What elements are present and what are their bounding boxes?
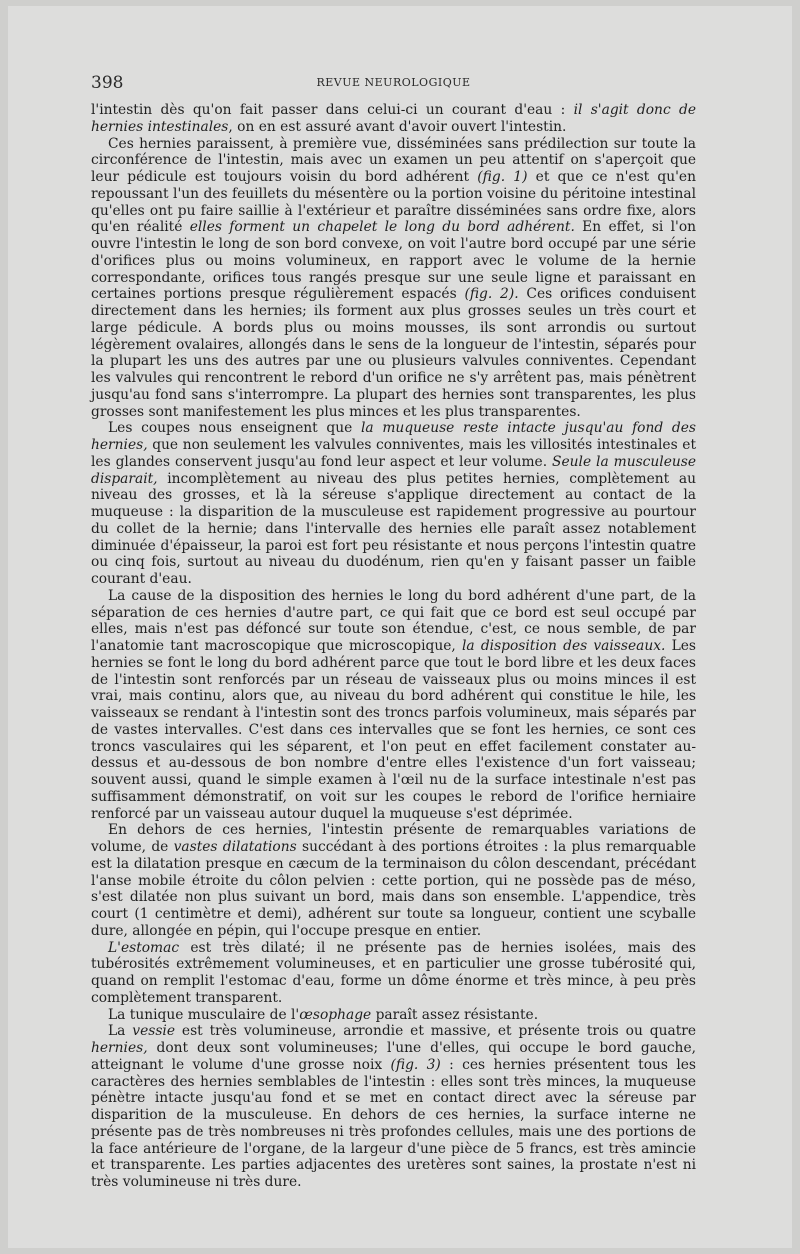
italic-text: L'estomac [108, 939, 180, 956]
text-run: l'intestin dès qu'on fait passer dans celui-ci un courant d'eau : [91, 102, 574, 118]
text-run: La [108, 1023, 133, 1040]
text-run: incomplètement au niveau des plus petites hernies, complètement au niveau des grosses, et là la séreuse s'applique directement au contact de la muqueuse : la disparition de la musculeuse est rapidement progressive au pourtour du collet de la hernie; dans l'intervalle des hernies elle paraît assez notablement diminuée d'épaisseur, la paroi est fort peu résistante et nous perçons l'intestin quatre ou cinq fois, surtout au niveau du duodénum, rien qu'en y faisant passer un faible courant d'eau. [91, 470, 696, 587]
text-run: La cause de la disposition des hernies le long du bord adhérent d'une part, de la séparation de ces hernies d'autre part, ce qui fait que ce bord est seul occupé par elles, mais n'est pas défoncé sur toute son étendue, c'est, ce nous semble, de par l'anatomie tant macroscopique que microscopique, [91, 587, 696, 654]
text-run: paraît assez résistante. [371, 1006, 539, 1023]
italic-text: hernies, [91, 1040, 148, 1056]
paragraph-1 [91, 102, 696, 136]
italic-text: (fig. 2). [464, 286, 519, 303]
text-run: Les hernies se font le long du bord adhérent parce que tout le bord libre et les deux faces de l'intestin sont renforcés par un réseau de vaisseaux plus ou moins minces il est vrai, mais continu, alors que, au niveau du bord adhérent qui constitue le hile, les vaisseaux se rendant à l'intestin sont des troncs parfois volumineux, mais séparés par de vastes intervalles. C'est dans ces intervalles que se font les hernies, ce sont ces troncs vasculaires qui les séparent, et l'on peut en effet facilement constater au-dessus et au-dessous de bon nombre d'entre elles l'existence d'un fort vaisseau; souvent aussi, quand le simple examen à l'œil nu de la surface intestinale n'est pas suffisamment démonstratif, on voit sur les coupes le rebord de l'orifice herniaire renforcé par un vaisseau autour duquel la muqueuse s'est déprimée. [91, 638, 697, 822]
paragraph-7 [91, 1007, 696, 1024]
text-run: Les coupes nous enseignent que [108, 420, 361, 437]
italic-text: vastes dilatations [173, 839, 297, 855]
text-run: Ces hernies paraissent, à première vue, disséminées sans prédilection sur toute la circonférence de l'intestin, mais avec un examen un peu attentif on s'aperçoit que leur pédicule est toujours voisin du bord adhérent [91, 135, 696, 185]
text-run: : ces hernies présentent tous les caractères des hernies semblables de l'intestin : elles sont très minces, la muqueuse pénètre intacte jusqu'au fond et se met en contact direct avec la séreuse par disparition de la musculeuse. En dehors de ces hernies, la surface interne ne présente pas de très nombreuses ni très profondes cellules, mais une des portions de la face antérieure de l'organe, de la largeur d'une pièce de 5 francs, est très amincie et transparente. Les parties adjacentes des uretères sont saines, la prostate n'est ni très volumineuse ni très dure. [91, 1056, 696, 1190]
italic-text: il s'agit donc de hernies intestinales [91, 102, 696, 135]
paragraph-8 [91, 1023, 696, 1191]
paragraph-4 [91, 588, 696, 823]
italic-text: Seule la musculeuse disparait, [91, 453, 696, 487]
text-run: , on en est assuré avant d'avoir ouvert l'intestin. [228, 118, 567, 135]
text-run: Ces orifices conduisent directement dans les hernies; ils forment aux plus grosses seules un très court et large pédicule. A bords plus ou moins mousses, ils sont arrondis ou surtout légèrement ovalaires, allongés dans le sens de la longueur de l'intestin, séparés pour la plupart les uns des autres par une ou plusieurs valvules conniventes. Cependant les valvules qui rencontrent le rebord d'un orifice ne s'y arrêtent pas, mais pénètrent jusqu'au fond sans s'interrompre. La plupart des hernies sont transparentes, les plus grosses sont manifestement les plus minces et les plus transparentes. [91, 286, 696, 420]
italic-text: la muqueuse reste intacte jusqu'au fond des hernies, [91, 420, 696, 453]
page-number: 398 [91, 73, 124, 93]
text-run: En effet, si l'on ouvre l'intestin le long de son bord convexe, on voit l'autre bord occupé par une série d'orifices plus ou moins volumineux, en rapport avec le volume de la hernie correspondante, orifices tous rangés presque sur une seule ligne et paraissant en certaines portions presque régulièrement espacés [91, 219, 697, 303]
text-run: La tunique musculaire de l' [108, 1006, 300, 1023]
text-run: succédant à des portions étroites : la plus remarquable est la dilatation presque en cæcum de la terminaison du côlon descendant, précédant l'anse mobile étroite du côlon pelvien : cette portion, qui ne possède pas de méso, s'est dilatée non plus suivant un bord, mais dans son ensemble. L'appendice, très court (1 centimètre et demi), adhérent sur toute sa longueur, contient une scyballe dure, allongée en pépin, qui l'occupe presque en entier. [91, 839, 696, 939]
text-run: est très volumineuse, arrondie et massive, et présente trois ou quatre [175, 1023, 696, 1040]
italic-text: vessie [132, 1023, 175, 1040]
running-head: REVUE NEUROLOGIQUE [316, 76, 471, 89]
italic-text: (fig. 1) [477, 169, 528, 185]
article-body [91, 102, 696, 1191]
paragraph-5 [91, 822, 696, 939]
paragraph-3 [91, 420, 696, 588]
text-run: que non seulement les valvules conniventes, mais les villosités intestinales et les glandes conservent jusqu'au fond leur aspect et leur volume. [91, 437, 696, 470]
paragraph-6 [91, 940, 696, 1007]
italic-text: la disposition des vaisseaux. [462, 638, 666, 654]
italic-text: œsophage [299, 1006, 372, 1023]
page-header [91, 73, 696, 95]
text-run: est très dilaté; il ne présente pas de hernies isolées, mais des tubérosités extrêmement volumineuses, et en particulier une grosse tubérosité qui, quand on remplit l'estomac d'eau, forme un dôme énorme et très mince, à peu près complètement transparent. [91, 939, 696, 1006]
italic-text: elles forment un chapelet le long du bord adhérent. [189, 219, 575, 236]
text-run: et que ce n'est qu'en repoussant l'un des feuillets du mésentère ou la portion voisine du péritoine intestinal qu'elles ont pu faire saillie à l'extérieur et paraître disséminées sans ordre fixe, alors qu'en réalité [91, 169, 696, 236]
italic-text: (fig. 3) [390, 1056, 441, 1073]
text-run: En dehors de ces hernies, l'intestin présente de remarquables variations de volume, de [91, 822, 696, 855]
paragraph-2 [91, 136, 696, 421]
text-run: dont deux sont volumineuses; l'une d'elles, qui occupe le bord gauche, atteignant le volume d'une grosse noix [91, 1040, 696, 1073]
